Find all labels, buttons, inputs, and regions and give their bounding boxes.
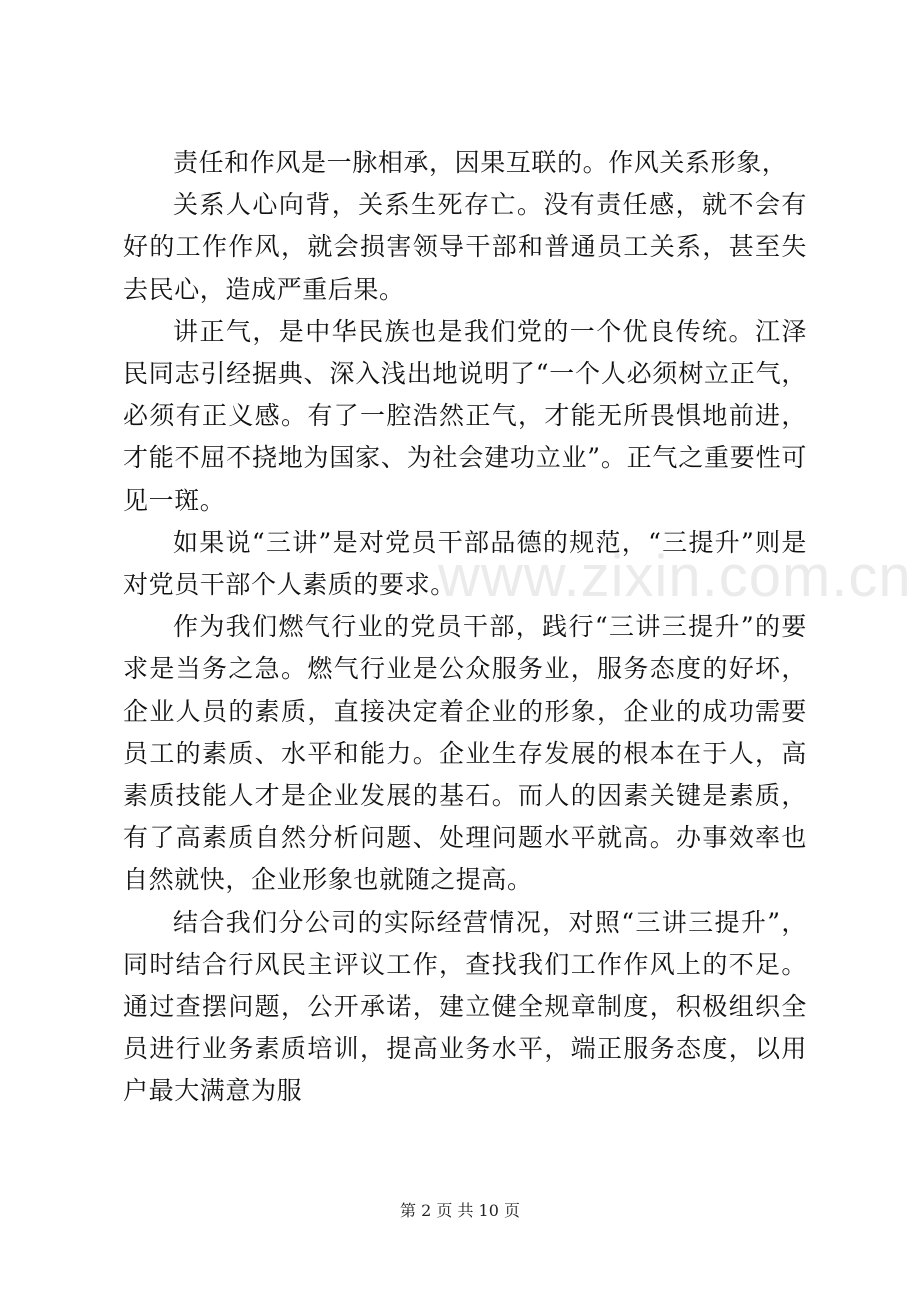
page-footer: 第 2 页 共 10 页 bbox=[400, 1201, 520, 1220]
paragraph-4: 如果说“三讲”是对党员干部品德的规范，“三提升”则是对党员干部个人素质的要求。 bbox=[123, 527, 807, 600]
watermark-text: www.zixin.com.cn bbox=[438, 544, 912, 609]
paragraph-1: 责任和作风是一脉相承，因果互联的。作风关系形象， bbox=[173, 148, 788, 177]
body-text bbox=[123, 142, 807, 1113]
paragraph-2: 关系人心向背，关系生死存亡。没有责任感，就不会有好的工作作风，就会损害领导干部和普通员工关系，甚至失去民心，造成严重后果。 bbox=[123, 190, 807, 304]
paragraph-5: 作为我们燃气行业的党员干部，践行“三讲三提升”的要求是当务之急。燃气行业是公众服务业，服务态度的好坏，企业人员的素质，直接决定着企业的形象，企业的成功需要员工的素质、水平和能力。企业生存发展的根本在于人，高素质技能人才是企业发展的基石。而人的因素关键是素质，有了高素质自然分析问题、处理问题水平就高。办事效率也自然就快，企业形象也就随之提高。 bbox=[123, 612, 807, 895]
paragraph-6: 结合我们分公司的实际经营情况，对照“三讲三提升”，同时结合行风民主评议工作，查找我们工作作风上的不足。通过查摆问题，公开承诺，建立健全规章制度，积极组织全员进行业务素质培训，提高业务水平，端正服务态度，以用户最大满意为服 bbox=[123, 907, 807, 1106]
paragraph-3: 讲正气，是中华民族也是我们党的一个优良传统。江泽民同志引经据典、深入浅出地说明了“一个人必须树立正气，必须有正义感。有了一腔浩然正气，才能无所畏惧地前进，才能不屈不挠地为国家、为社会建功立业”。正气之重要性可见一斑。 bbox=[123, 316, 807, 515]
